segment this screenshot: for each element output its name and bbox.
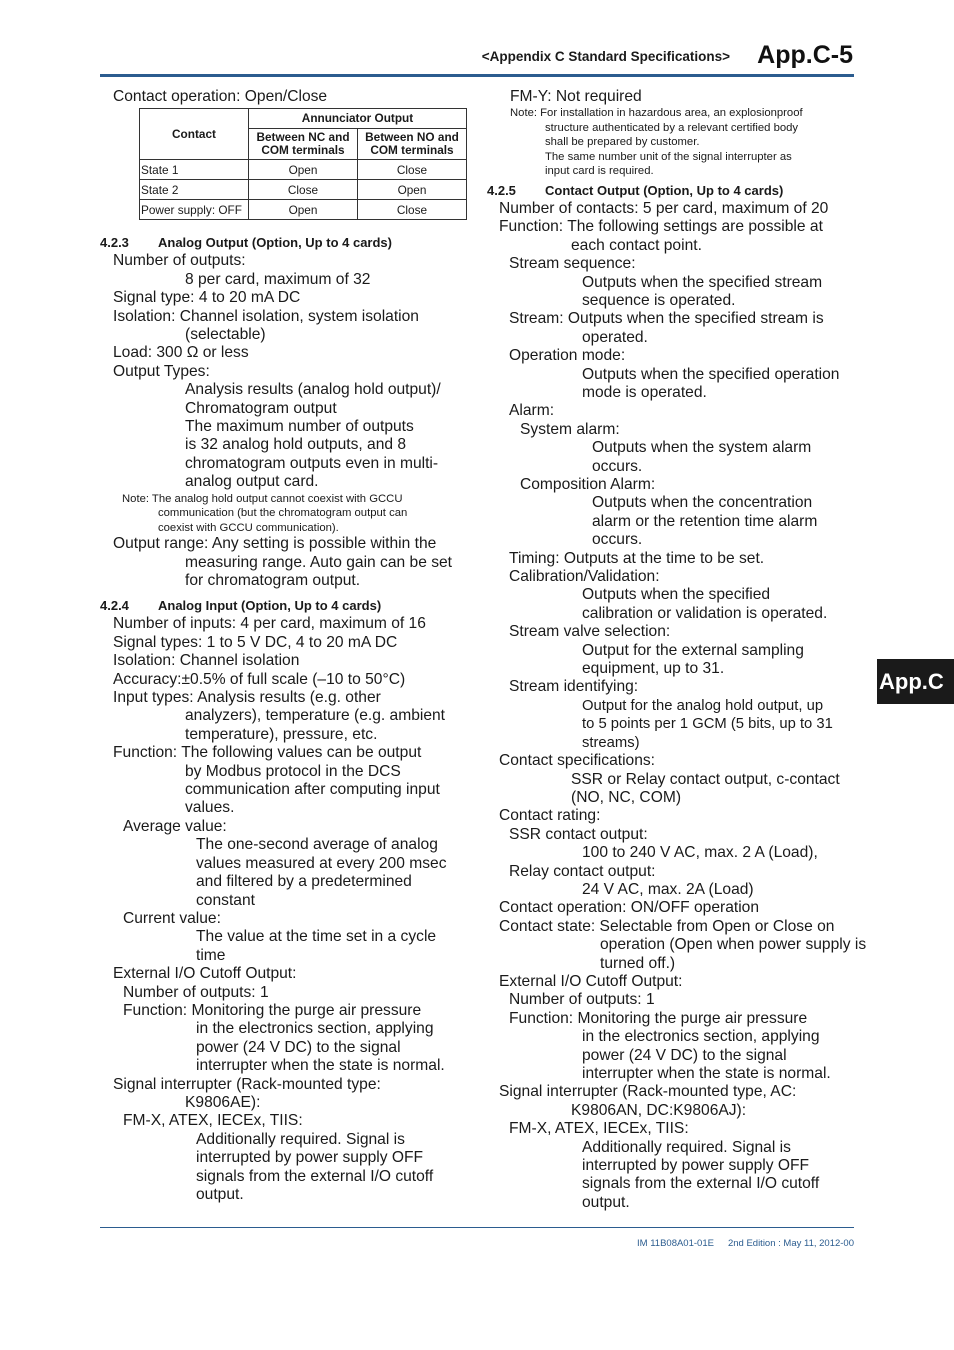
section-4-2-3-heading: 4.2.3 Analog Output (Option, Up to 4 cards): [100, 235, 392, 251]
left-column: [100, 88, 472, 1204]
table-row: State 2 Close Open: [140, 180, 467, 200]
fm-y-line: FM-Y: Not required: [510, 88, 642, 105]
header-rule: [100, 74, 854, 77]
footer: [637, 1238, 854, 1249]
annunciator-header: Annunciator Output: [249, 109, 467, 129]
analog-input-spec: Number of inputs: 4 per card, maximum of 16 Signal types: 1 to 5 V DC, 4 to 20 mA DC Isolation: Channel isolation Accuracy:±0.5% of full scale (–10 to 50°C) Input types: Analysis results (e.g. other analyzers), temperature (e.g. ambient temperature), pressure, etc. Function: The following values can be output by Modbus protocol in the DCS communication after computing input values. Average value: The one-second average of analog values measured at every 200 msec and filtered by a predetermined constant Current value: The value at the time set in a cycle time External I/O Cutoff Output: Number of outputs: 1 Function: Monitoring the purge air pressure in the electronics section, applying power (24 V DC) to the signal interrupter when the state is normal. Signal interrupter (Rack-mounted type: K9806AE): FM-X, ATEX, IECEx, TIIS: Additionally required. Signal is interrupted by power supply OFF signals from the external I/O cutoff output.: [113, 615, 447, 1203]
table-row: State 1 Open Close: [140, 160, 467, 180]
header-subtitle: <Appendix C Standard Specifications>: [481, 49, 730, 64]
doc-number: IM 11B08A01-01E: [637, 1238, 714, 1249]
table-row: Power supply: OFF Open Close: [140, 200, 467, 220]
page-number: App.C-5: [757, 41, 853, 69]
analog-output-spec: Number of outputs: 8 per card, maximum of 32 Signal type: 4 to 20 mA DC Isolation: Channel isolation, system isolation (selectable) Load: 300 Ω or less Output Types: Analysis results (analog hold output)/ Chromatogram output The maximum number of outputs is 32 analog hold outputs, and 8 chromatogram outputs even in multi- analog output card. Note: The analog hold output cannot coexist with GCCU communication (but the chromatogram output can coexist with GCCU communication). Output range: Any setting is possible within the measuring range. Auto gain can be set for chromatogram output.: [113, 252, 453, 589]
no-header: Between NO and COM terminals: [358, 129, 467, 160]
section-4-2-4-heading: 4.2.4 Analog Input (Option, Up to 4 cards): [100, 598, 382, 614]
appendix-tab: App.C: [877, 659, 954, 704]
contact-output-spec: Number of contacts: 5 per card, maximum of 20 Function: The following settings are possible at each contact point. Stream sequence: Outputs when the specified stream sequence is operated. Stream: Outputs when the specified stream is operated. Operation mode: Outputs when the specified operation mode is operated. Alarm: System alarm: Outputs when the system alarm occurs. Composition Alarm: Outputs when the concentration alarm or the retention time alarm occurs. Timing: Outputs at the time to be set. Calibration/Validation: Outputs when the specified calibration or validation is operated. Stream valve selection: Output for the external sampling equipment, up to 31. Stream identifying: Output for the analog hold output, up to 5 points per 1 GCM (5 bits, up to 31 streams) Contact specifications: SSR or Relay contact output, c-contact (NO, NC, COM) Contact rating: SSR contact output: 100 to 240 V AC, max. 2 A (Load), Relay contact output: 24 V AC, max. 2A (Load) Contact operation: ON/OFF operation Contact state: Selectable from Open or Close on operation (Open when power supply is turned off.) External I/O Cutoff Output: Number of outputs: 1 Function: Monitoring the purge air pressure in the electronics section, applying power (24 V DC) to the signal interrupter when the state is normal. Signal interrupter (Rack-mounted type, AC: K9806AN, DC:K9806AJ): FM-X, ATEX, IECEx, TIIS: Additionally required. Signal is interrupted by power supply OFF signals from the external I/O cutoff output.: [499, 199, 867, 1211]
contact-table: [139, 108, 467, 220]
nc-header: Between NC and COM terminals: [249, 129, 358, 160]
installation-note: Note: For installation in hazardous area, an explosionproof structure authenticated by a relevant certified body shall be prepared by customer. The same number unit of the signal interrupter as input card is required.: [510, 107, 803, 178]
footer-rule: [100, 1227, 854, 1228]
section-4-2-5-heading: 4.2.5 Contact Output (Option, Up to 4 cards): [487, 182, 784, 198]
right-column: [487, 88, 867, 1212]
contact-header: Contact: [140, 109, 249, 160]
edition: 2nd Edition : May 11, 2012-00: [727, 1238, 854, 1249]
contact-operation: Contact operation: Open/Close: [113, 88, 328, 105]
